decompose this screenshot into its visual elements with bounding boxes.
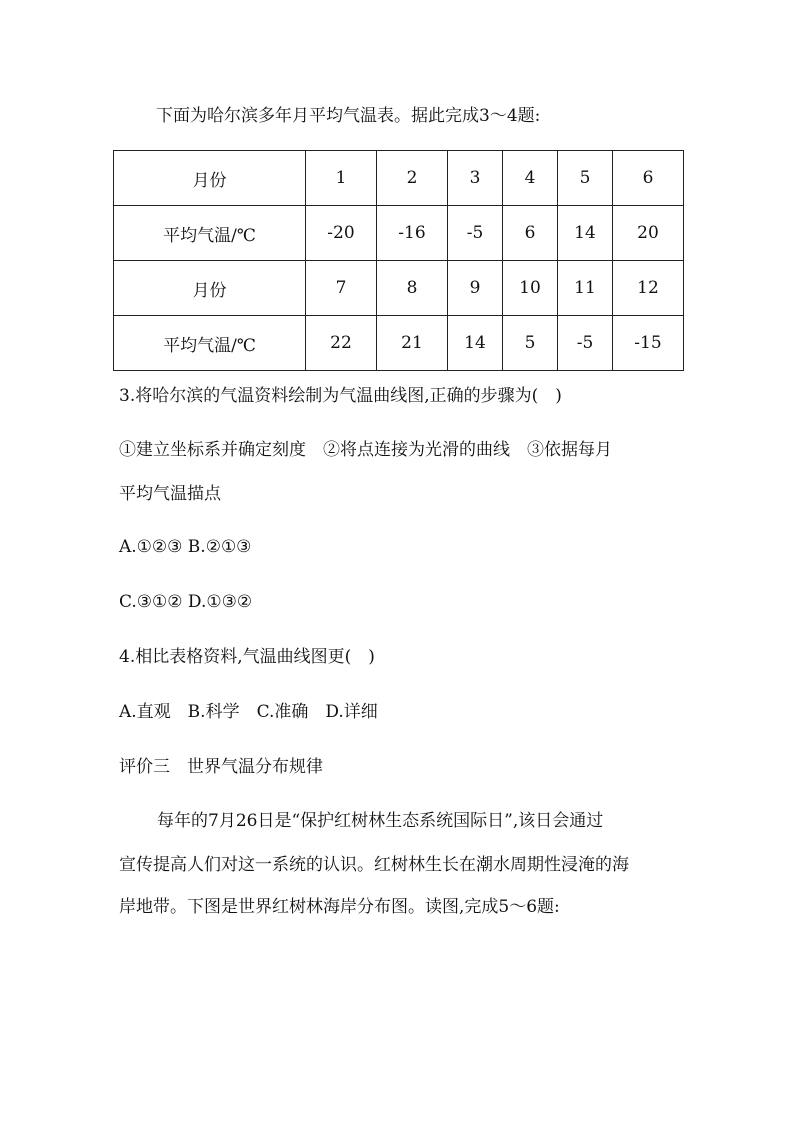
table-cell: 20 xyxy=(613,206,684,261)
question-3-steps-line-2: 平均气温描点 xyxy=(119,484,221,504)
table-header-cell: 月份 xyxy=(114,261,306,316)
table-cell: 5 xyxy=(558,151,613,206)
table-cell: 5 xyxy=(503,316,558,371)
question-3-stem: 3.将哈尔滨的气温资料绘制为气温曲线图,正确的步骤为( ) xyxy=(119,386,562,406)
table-row xyxy=(114,261,684,316)
table-cell: 10 xyxy=(503,261,558,316)
table-cell: 1 xyxy=(306,151,377,206)
intro-text: 下面为哈尔滨多年月平均气温表。据此完成3～4题: xyxy=(156,106,541,126)
table-row xyxy=(114,316,684,371)
table-cell: 7 xyxy=(306,261,377,316)
table-cell: 3 xyxy=(448,151,503,206)
question-4-stem: 4.相比表格资料,气温曲线图更( ) xyxy=(119,647,375,667)
table-cell: -15 xyxy=(613,316,684,371)
table-header-cell: 平均气温/℃ xyxy=(114,206,306,261)
passage-line-3: 岸地带。下图是世界红树林海岸分布图。读图,完成5～6题: xyxy=(119,897,560,917)
table-cell: 2 xyxy=(377,151,448,206)
question-3-options-line-1: A.①②③ B.②①③ xyxy=(119,537,252,557)
question-4-options: A.直观 B.科学 C.准确 D.详细 xyxy=(119,702,378,722)
table-cell: 8 xyxy=(377,261,448,316)
table-cell: 21 xyxy=(377,316,448,371)
table-row xyxy=(114,151,684,206)
table-header-cell: 平均气温/℃ xyxy=(114,316,306,371)
question-3-options-line-2: C.③①② D.①③② xyxy=(119,592,253,612)
table-header-cell: 月份 xyxy=(114,151,306,206)
temperature-table xyxy=(113,150,684,371)
table-cell: 6 xyxy=(503,206,558,261)
table-cell: 9 xyxy=(448,261,503,316)
question-3-steps-line-1: ①建立坐标系并确定刻度 ②将点连接为光滑的曲线 ③依据每月 xyxy=(119,440,612,460)
table-cell: 11 xyxy=(558,261,613,316)
passage-line-1: 每年的7月26日是“保护红树林生态系统国际日”,该日会通过 xyxy=(157,811,604,831)
section-title: 评价三 世界气温分布规律 xyxy=(119,757,323,777)
table-cell: 4 xyxy=(503,151,558,206)
table-cell: 22 xyxy=(306,316,377,371)
table-cell: -20 xyxy=(306,206,377,261)
table-cell: -16 xyxy=(377,206,448,261)
table-cell: 14 xyxy=(558,206,613,261)
table-row xyxy=(114,206,684,261)
table-cell: 6 xyxy=(613,151,684,206)
table-cell: 14 xyxy=(448,316,503,371)
table-cell: 12 xyxy=(613,261,684,316)
passage-line-2: 宣传提高人们对这一系统的认识。红树林生长在潮水周期性浸淹的海 xyxy=(119,855,629,875)
table-cell: -5 xyxy=(448,206,503,261)
table-cell: -5 xyxy=(558,316,613,371)
